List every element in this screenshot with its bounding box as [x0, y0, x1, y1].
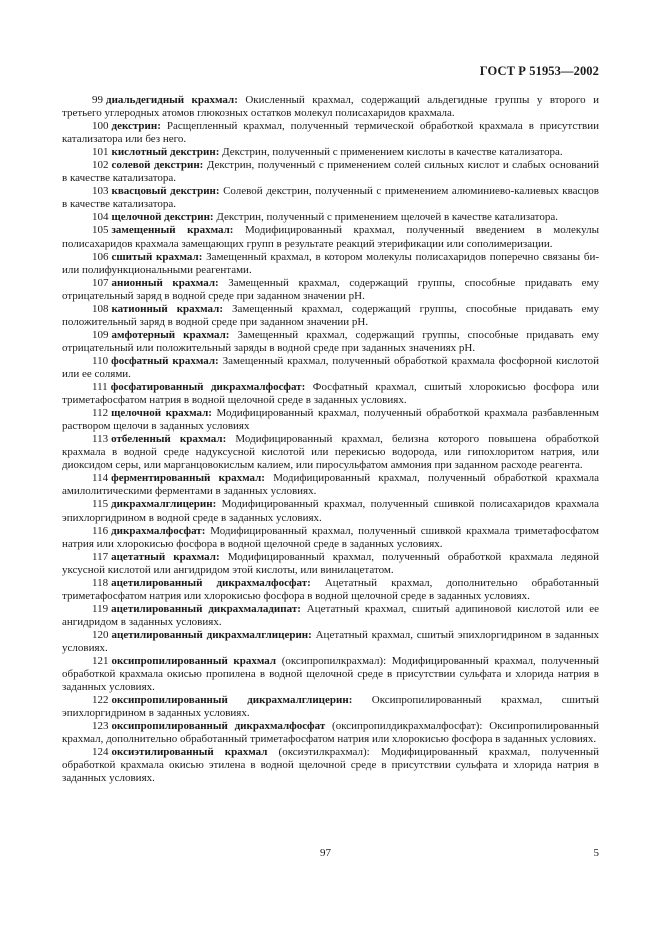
entry-definition: Модифицированный крахмал, полученный обработкой крахмала амилолитическими ферментами в заданных условиях.: [62, 472, 600, 498]
sheet-number: 5: [593, 847, 599, 859]
glossary-entry: [62, 381, 599, 407]
entry-definition: (оксипропилкрахмал): Модифицированный крахмал, полученный обработкой крахмала окисью пропилена в водной щелочной среде в присутствии сульфата и хлорида натрия в заданных условиях.: [62, 655, 599, 694]
page-number: 97: [320, 847, 331, 859]
glossary-entry: [62, 251, 599, 277]
entry-number: 123: [92, 720, 109, 733]
entry-term: щелочной крахмал:: [111, 407, 212, 420]
glossary-entry: [62, 433, 599, 472]
entry-number: 102: [92, 159, 109, 172]
glossary-entry: [62, 525, 599, 551]
entry-term: оксипропилированный дикрахмалглицерин:: [111, 694, 353, 707]
entry-definition: Расщепленный крахмал, полученный термической обработкой крахмала в присутствии катализатора или без него.: [62, 120, 599, 146]
entry-term: щелочной декстрин:: [111, 211, 214, 224]
glossary-entry: [62, 577, 599, 603]
entry-term: квасцовый декстрин:: [111, 185, 220, 198]
entry-term: ацетилированный дикрахмалфосфат:: [111, 576, 311, 589]
glossary-entry: [62, 694, 599, 720]
entry-term: катионный крахмал:: [111, 302, 223, 315]
entry-term: ферментированный крахмал:: [111, 472, 265, 485]
entry-definition: Замещенный крахмал, в котором молекулы полисахаридов поперечно связаны би- или полифункциональными реагентами.: [62, 250, 600, 276]
entry-number: 101: [92, 146, 109, 159]
glossary-entry: [62, 472, 599, 498]
entry-term: оксипропилированный крахмал: [111, 655, 277, 668]
entry-definition: Замещенный крахмал, содержащий группы, способные придавать ему отрицательный заряд в водной среде при заданном значении pH.: [62, 276, 599, 302]
entry-number: 116: [92, 524, 109, 537]
glossary-entry: [62, 120, 599, 146]
glossary-entry: [62, 407, 599, 433]
entry-number: 105: [92, 224, 109, 237]
entry-term: ацетилированный дикрахмаладипат:: [111, 602, 301, 615]
entry-definition: Замещенный крахмал, содержащий группы, способные придавать ему отрицательный или положительный заряды в водной среде при заданных значениях pH.: [62, 328, 599, 354]
entry-definition: Декстрин, полученный с применением щелочей в качестве катализатора.: [216, 211, 558, 224]
entry-term: анионный крахмал:: [111, 276, 219, 289]
entry-definition: Декстрин, полученный с применением солей сильных кислот и слабых оснований в качестве катализатора.: [62, 159, 600, 185]
entry-definition: Ацетатный крахмал, сшитый эпихлоргидрином в заданных условиях.: [62, 628, 599, 654]
glossary-entry: [62, 146, 599, 159]
entry-term: оксиэтилированный крахмал: [111, 746, 268, 759]
entry-definition: Окисленный крахмал, содержащий альдегидные группы у второго и третьего углеродных атомов глюкозных остатков молекул полисахаридов крахмала.: [62, 94, 600, 120]
glossary-entries: [62, 94, 599, 785]
glossary-entry: [62, 303, 599, 329]
glossary-entry: [62, 329, 599, 355]
entry-number: 112: [92, 407, 109, 420]
entry-definition: Оксипропилированный крахмал, сшитый эпихлоргидрином в заданных условиях.: [62, 694, 599, 720]
glossary-entry: [62, 355, 599, 381]
entry-definition: (оксиэтилкрахмал): Модифицированный крахмал, полученный обработкой крахмала окисью этилена в водной щелочной среде в присутствии сульфата и хлорида натрия в заданных условиях.: [62, 746, 599, 785]
entry-number: 108: [92, 302, 109, 315]
entry-number: 107: [92, 276, 109, 289]
entry-term: фосфатный крахмал:: [111, 354, 219, 367]
document-standard-header: ГОСТ Р 51953—2002: [479, 64, 599, 78]
entry-number: 100: [92, 120, 109, 133]
entry-number: 109: [92, 328, 109, 341]
entry-definition: Модифицированный крахмал, полученный сшивкой полисахаридов крахмала эпихлоргидрином в водной среде в заданных условиях.: [62, 498, 599, 524]
entry-definition: Модифицированный крахмал, полученный введением в молекулы полисахаридов крахмала замещающих групп в результате реакций этерификации или сополимеризации.: [62, 224, 600, 250]
entry-number: 115: [92, 498, 109, 511]
entry-term: ацетатный крахмал:: [111, 550, 220, 563]
entry-number: 119: [92, 602, 109, 615]
glossary-entry: [62, 498, 599, 524]
entry-number: 111: [92, 381, 108, 394]
entry-definition: Замещенный крахмал, полученный обработкой крахмала фосфорной кислотой или ее солями.: [62, 354, 599, 380]
entry-number: 117: [92, 550, 109, 563]
entry-definition: Ацетатный крахмал, сшитый адипиновой кислотой или ее ангидридом в заданных условиях.: [62, 602, 600, 628]
entry-definition: Декстрин, полученный с применением кислоты в качестве катализатора.: [222, 146, 563, 159]
entry-term: оксипропилированный дикрахмалфосфат: [111, 720, 326, 733]
glossary-entry: [62, 159, 599, 185]
entry-definition: Фосфатный крахмал, сшитый хлорокисью фосфора или триметафосфатом натрия в водной щелочной среде в заданных условиях.: [62, 381, 600, 407]
entry-definition: Модифицированный крахмал, полученный обработкой крахмала ледяной уксусной кислотой или ангидридом этой кислоты, или винилацетатом.: [62, 550, 600, 576]
entry-term: фосфатированный дикрахмалфосфат:: [110, 381, 306, 394]
entry-number: 113: [92, 433, 109, 446]
entry-number: 99: [92, 94, 103, 106]
entry-number: 120: [92, 628, 109, 641]
entry-term: солевой декстрин:: [111, 159, 204, 172]
glossary-entry: [62, 224, 599, 250]
entry-definition: Модифицированный крахмал, полученный сшивкой крахмала триметафосфатом натрия или хлорокисью фосфора в водной щелочной среде в заданных условиях.: [62, 524, 600, 550]
entry-definition: Солевой декстрин, полученный с применением алюминиево-калиевых квасцов в качестве катализатора.: [62, 185, 599, 211]
entry-number: 103: [92, 185, 109, 198]
entry-term: отбеленный крахмал:: [111, 433, 227, 446]
entry-term: кислотный декстрин:: [111, 146, 220, 159]
entry-definition: Модифицированный крахмал, полученный обработкой крахмала разбавленным раствором щелочи в заданных условиях: [62, 407, 599, 433]
entry-number: 121: [92, 655, 109, 668]
glossary-entry: [62, 629, 599, 655]
glossary-entry: [62, 277, 599, 303]
entry-definition: Замещенный крахмал, содержащий группы, способные придавать ему положительный заряд в водной среде при заданном значении pH.: [62, 302, 599, 328]
entry-number: 104: [92, 211, 109, 224]
entry-term: дикрахмалфосфат:: [111, 524, 206, 537]
glossary-entry: [62, 603, 599, 629]
glossary-entry: [62, 211, 599, 224]
entry-term: дикрахмалглицерин:: [111, 498, 217, 511]
entry-definition: Ацетатный крахмал, дополнительно обработанный триметафосфатом натрия или хлорокисью фосфора в водной щелочной среде в заданных условиях.: [62, 576, 599, 602]
glossary-entry: [62, 551, 599, 577]
glossary-entry: [62, 185, 599, 211]
entry-definition: Модифицированный крахмал, белизна которого повышена обработкой крахмала в водной среде надуксусной кислотой или перекисью водорода, или гипохлоритом натрия, или диоксидом серы, или марганцовокислым калием, или пиросульфатом аммония при заданном расходе реагента.: [62, 433, 599, 472]
entry-term: сшитый крахмал:: [111, 250, 203, 263]
glossary-entry: [62, 720, 599, 746]
entry-number: 122: [92, 694, 109, 707]
glossary-entry: [62, 655, 599, 694]
entry-term: замещенный крахмал:: [111, 224, 234, 237]
entry-definition: (оксипропилдикрахмалфосфат): Оксипропилированный крахмал, дополнительно обработанный триметафосфатом натрия или хлорокисью фосфора в заданных условиях.: [62, 720, 600, 746]
entry-number: 118: [92, 576, 109, 589]
entry-number: 124: [92, 746, 109, 759]
entry-term: декстрин:: [111, 120, 161, 133]
entry-term: диальдегидный крахмал:: [106, 94, 238, 106]
entry-term: амфотерный крахмал:: [111, 328, 230, 341]
entry-number: 106: [92, 250, 109, 263]
entry-number: 114: [92, 472, 109, 485]
glossary-entry: [62, 746, 599, 785]
glossary-entry: [62, 94, 599, 120]
entry-number: 110: [92, 354, 109, 367]
entry-term: ацетилированный дикрахмалглицерин:: [111, 628, 312, 641]
